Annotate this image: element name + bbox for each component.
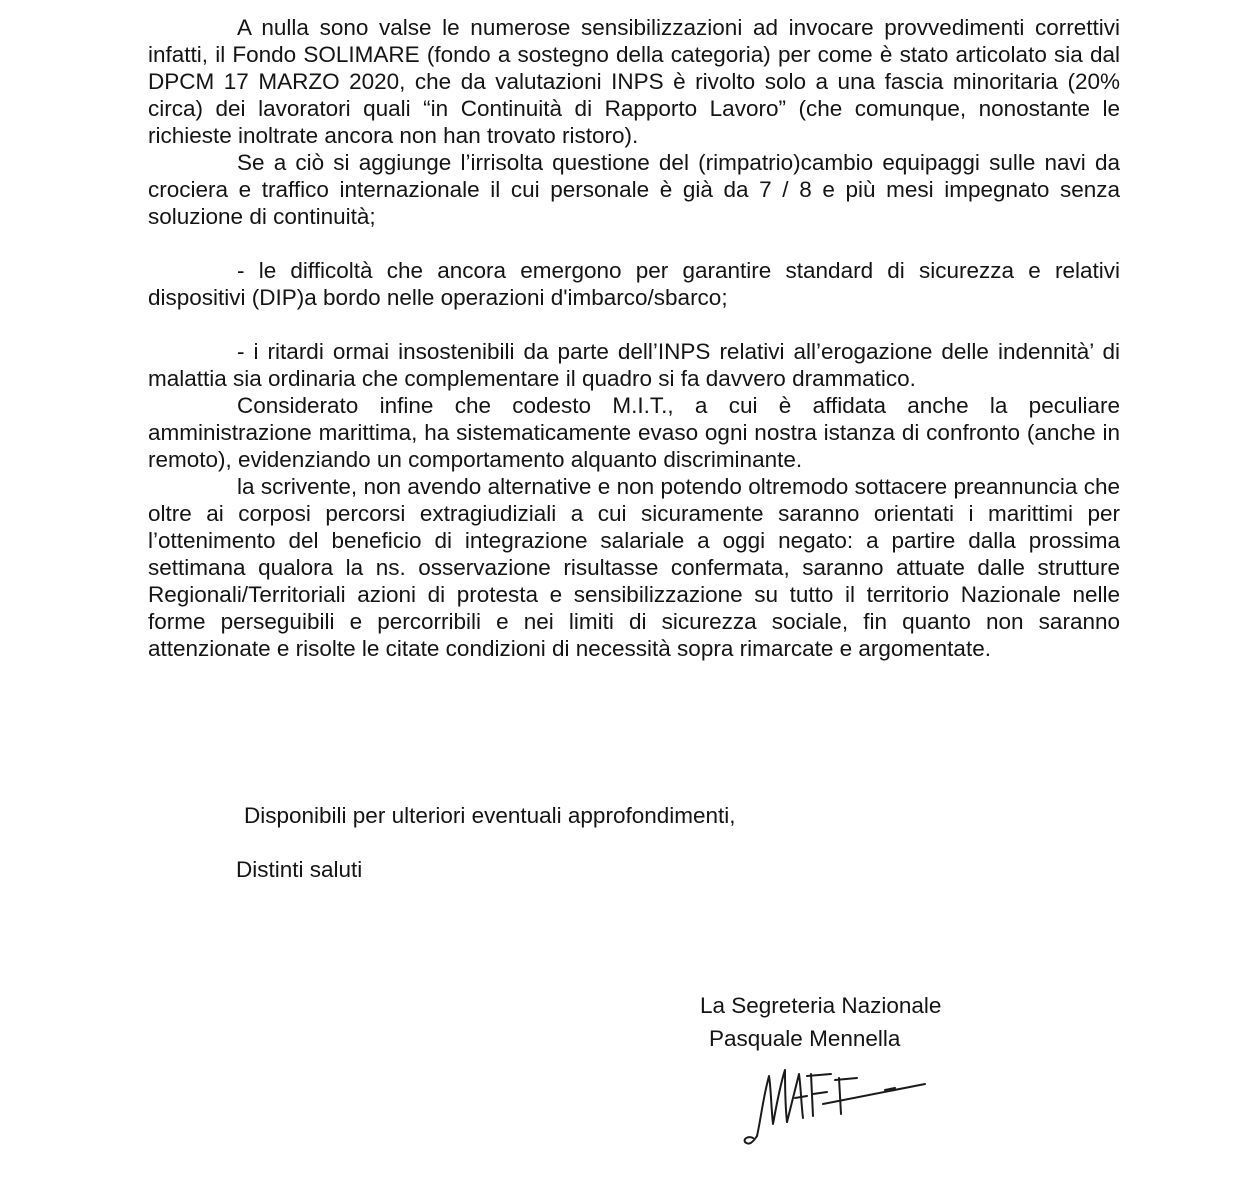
paragraph-safety-devices: - le difficoltà che ancora emergono per garantire standard di sicurezza e relativi dispositivi (DIP)a bordo nelle operazioni d'imbarco/sbarco;: [148, 258, 1120, 310]
paragraph-solimare: A nulla sono valse le numerose sensibilizzazioni ad invocare provvedimenti correttivi infatti, il Fondo SOLIMARE (fondo a sostegno della categoria) per come è stato articolato sia dal DPCM 17 MARZO 2020, che da valutazioni INPS è rivolto solo a una fascia minoritaria (20% circa) dei lavoratori quali “in Continuità di Rapporto Lavoro” (che comunque, nonostante le richieste inoltrate ancora non han trovato ristoro).: [148, 15, 1120, 148]
letter-body: [148, 14, 1120, 662]
signatory-name: Pasquale Mennella: [709, 1026, 901, 1051]
paragraph-protest-announcement: la scrivente, non avendo alternative e non potendo oltremodo sottacere preannuncia che oltre ai corposi percorsi extragiudiziali a cui sicuramente saranno orientati i marittimi per l’ottenimento del beneficio di integrazione salariale a oggi negato: a partire dalla prossima settimana qualora la ns. osservazione risultasse confermata, saranno attuate dalle strutture Regionali/Territoriali azioni di protesta e sensibilizzazione su tutto il territorio Nazionale nelle forme perseguibili e percorribili e nei limiti di sicurezza sociale, fin quanto non saranno attenzionate e risolte le citate condizioni di necessità sopra rimarcate e argomentate.: [148, 474, 1120, 661]
paragraph-spacer: [148, 311, 1120, 338]
signatory-office: La Segreteria Nazionale: [700, 993, 942, 1018]
paragraph-spacer: [148, 230, 1120, 257]
closing-salutation: Distinti saluti: [236, 857, 363, 882]
paragraph-mit: Considerato infine che codesto M.I.T., a cui è affidata anche la peculiare amministrazione marittima, ha sistematicamente evaso ogni nostra istanza di confronto (anche in remoto), evidenziando un comportamento alquanto discriminante.: [148, 393, 1120, 472]
closing-availability: Disponibili per ulteriori eventuali approfondimenti,: [244, 803, 736, 828]
handwritten-signature-icon: [735, 1058, 935, 1148]
paragraph-inps-delays: - i ritardi ormai insostenibili da parte dell’INPS relativi all’erogazione delle indennità’ di malattia sia ordinaria che complementare il quadro si fa davvero drammatico.: [148, 339, 1120, 391]
paragraph-crew-change: Se a ciò si aggiunge l’irrisolta questione del (rimpatrio)cambio equipaggi sulle navi da crociera e traffico internazionale il cui personale è già da 7 / 8 e più mesi impegnato senza soluzione di continuità;: [148, 150, 1120, 229]
